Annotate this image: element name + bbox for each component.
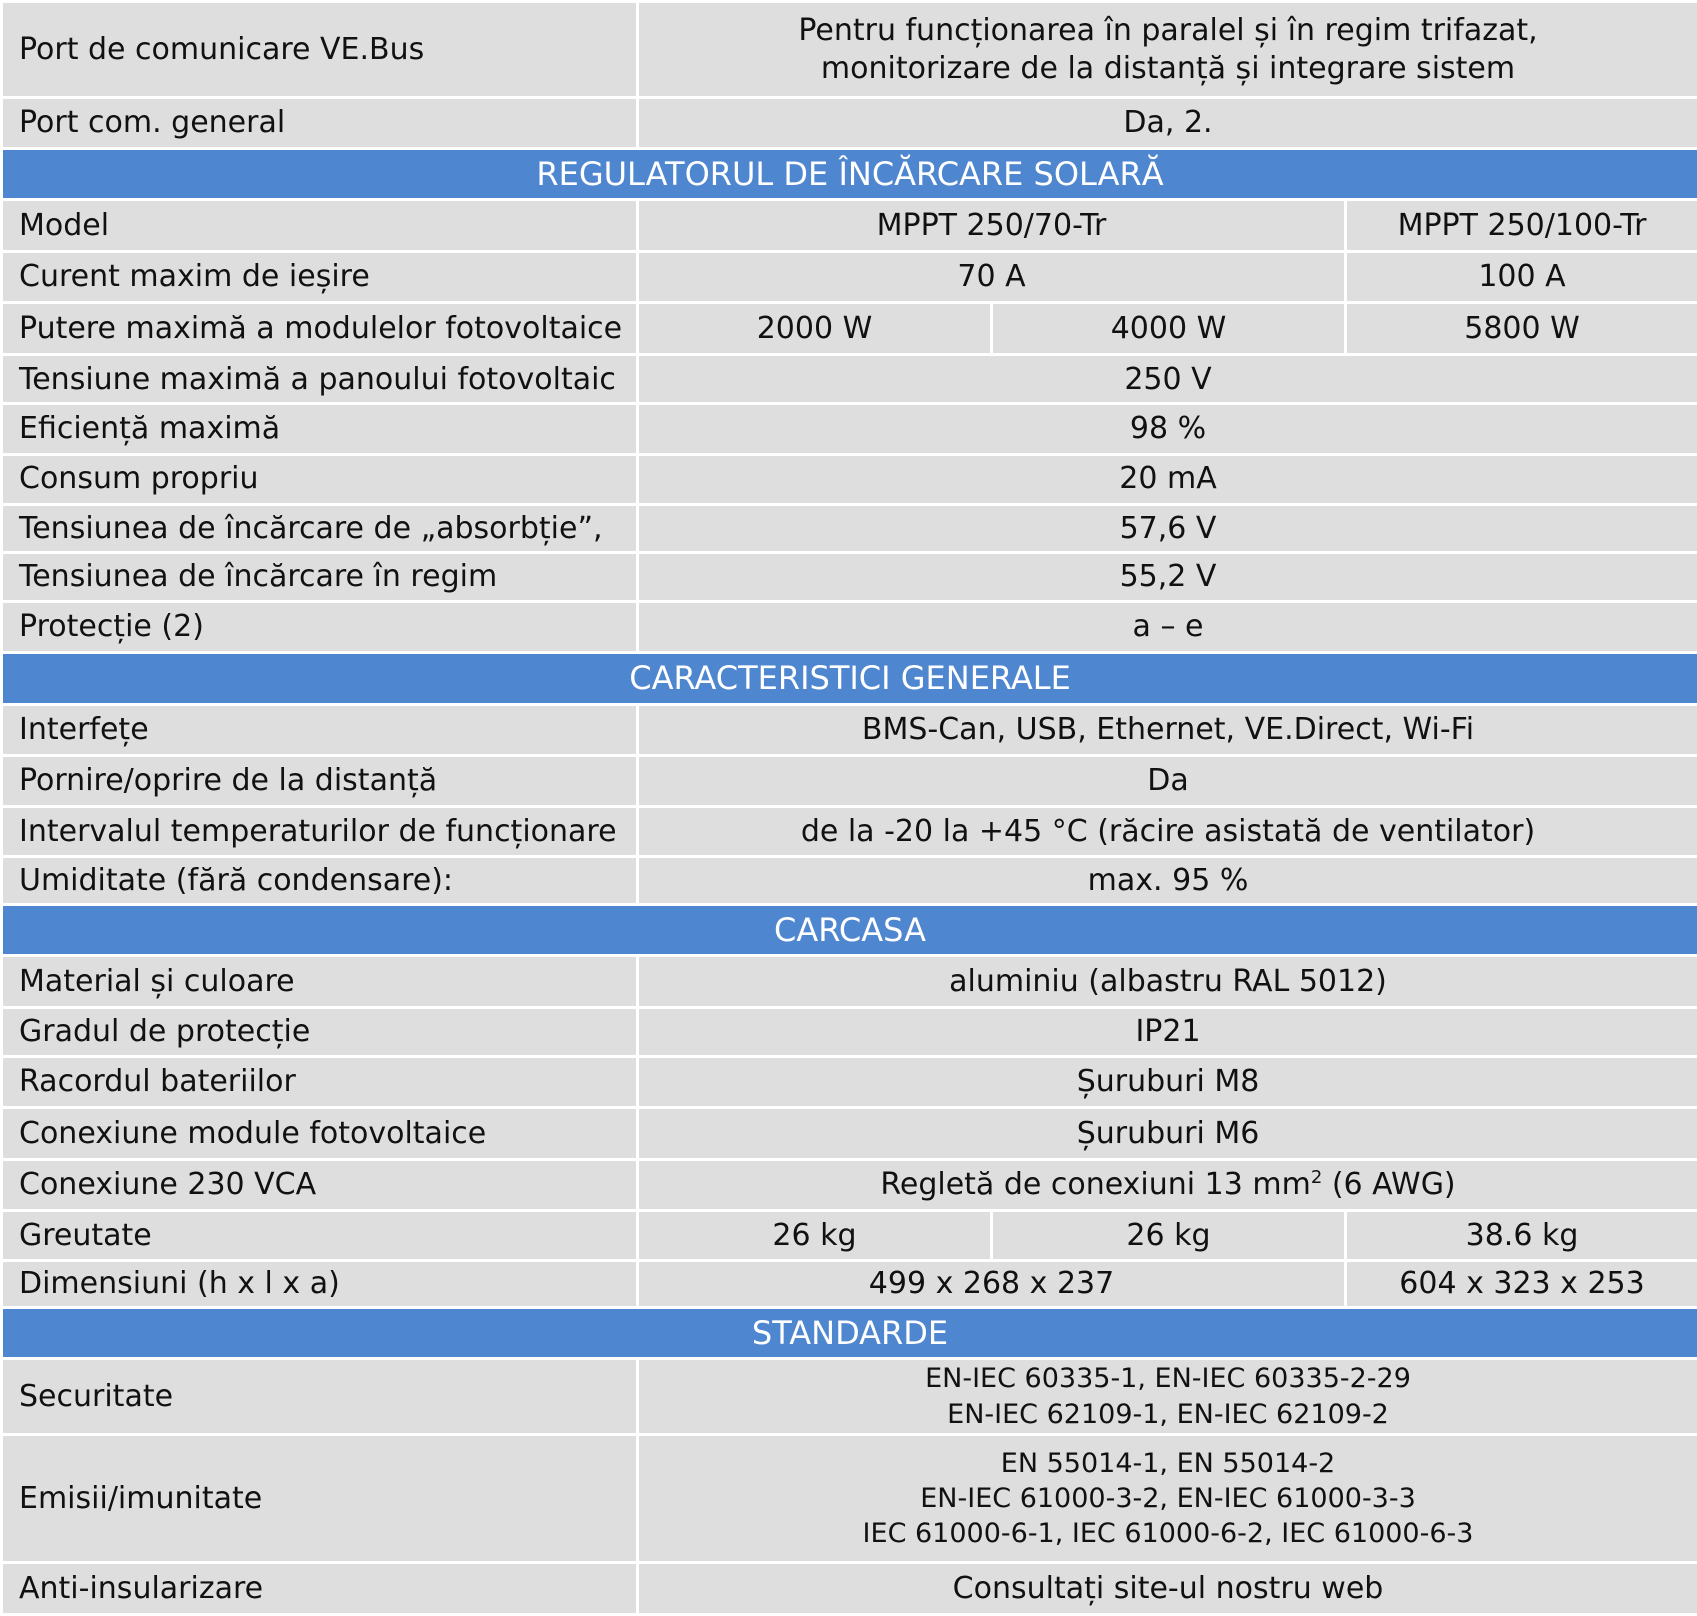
- weight-value-1: 26 kg: [638, 1211, 992, 1260]
- general-com-port-label: Port com. general: [2, 98, 638, 148]
- safety-value-line2: EN-IEC 62109-1, EN-IEC 62109-2: [947, 1398, 1389, 1430]
- emissions-immunity-label: Emisii/imunitate: [2, 1435, 638, 1562]
- model-label: Model: [2, 199, 638, 251]
- emissions-immunity-value: [638, 1435, 1697, 1562]
- general-com-port-value: Da, 2.: [638, 98, 1697, 148]
- row-emissions-immunity: [2, 1435, 1697, 1562]
- section-header-solar: REGULATORUL DE ÎNCĂRCARE SOLARĂ: [2, 148, 1697, 199]
- material-color-value: aluminiu (albastru RAL 5012): [638, 956, 1697, 1007]
- row-interfaces: [2, 704, 1697, 755]
- max-pv-voltage-label: Tensiune maximă a panoului fotovoltaic: [2, 355, 638, 404]
- max-pv-power-value-3: 5800 W: [1346, 303, 1697, 355]
- interfaces-value: BMS-Can, USB, Ethernet, VE.Direct, Wi-Fi: [638, 704, 1697, 755]
- dimensions-value-2: 604 x 323 x 253: [1346, 1260, 1697, 1307]
- section-header-general: CARACTERISTICI GENERALE: [2, 653, 1697, 704]
- row-weight: [2, 1211, 1697, 1260]
- model-value-1: MPPT 250/70-Tr: [638, 199, 1346, 251]
- weight-value-2: 26 kg: [992, 1211, 1346, 1260]
- section-standards: [2, 1307, 1697, 1358]
- row-max-output-current: [2, 251, 1697, 302]
- protection-category-value: IP21: [638, 1007, 1697, 1056]
- ac-connection-label: Conexiune 230 VCA: [2, 1160, 638, 1211]
- row-humidity: [2, 857, 1697, 905]
- row-anti-islanding: [2, 1562, 1697, 1614]
- row-self-consumption: [2, 454, 1697, 504]
- row-general-com-port: [2, 98, 1697, 148]
- protection-category-label: Gradul de protecție: [2, 1007, 638, 1056]
- ac-connection-value-superscript: 2: [1310, 1167, 1323, 1189]
- battery-connection-value: Șuruburi M8: [638, 1056, 1697, 1107]
- row-operating-temperature: [2, 806, 1697, 856]
- row-max-efficiency: [2, 404, 1697, 454]
- row-max-pv-voltage: [2, 355, 1697, 404]
- max-output-current-value-1: 70 A: [638, 251, 1346, 302]
- pv-connection-value: Șuruburi M6: [638, 1107, 1697, 1159]
- emissions-immunity-value-line3: IEC 61000-6-1, IEC 61000-6-2, IEC 61000-6-3: [862, 1517, 1474, 1549]
- vebus-port-label: Port de comunicare VE.Bus: [2, 2, 638, 98]
- row-material-color: [2, 956, 1697, 1007]
- operating-temperature-value: de la -20 la +45 °C (răcire asistată de ventilator): [638, 806, 1697, 856]
- ac-connection-value: [638, 1160, 1697, 1211]
- humidity-value: max. 95 %: [638, 857, 1697, 905]
- self-consumption-label: Consum propriu: [2, 454, 638, 504]
- row-pv-connection: [2, 1107, 1697, 1159]
- self-consumption-value: 20 mA: [638, 454, 1697, 504]
- ac-connection-value-text: Regletă de conexiuni 13 mm: [880, 1167, 1311, 1203]
- row-protection: [2, 602, 1697, 653]
- max-output-current-value-2: 100 A: [1346, 251, 1697, 302]
- absorption-voltage-value: 57,6 V: [638, 504, 1697, 552]
- vebus-port-value-line2: monitorizare de la distanță și integrare sistem: [820, 50, 1516, 86]
- max-pv-voltage-value: 250 V: [638, 355, 1697, 404]
- row-dimensions: [2, 1260, 1697, 1307]
- safety-value-line1: EN-IEC 60335-1, EN-IEC 60335-2-29: [925, 1363, 1411, 1395]
- material-color-label: Material și culoare: [2, 956, 638, 1007]
- max-pv-power-value-1: 2000 W: [638, 303, 992, 355]
- row-float-voltage: [2, 552, 1697, 601]
- safety-label: Securitate: [2, 1358, 638, 1434]
- row-protection-category: [2, 1007, 1697, 1056]
- dimensions-label: Dimensiuni (h x l x a): [2, 1260, 638, 1307]
- pv-connection-label: Conexiune module fotovoltaice: [2, 1107, 638, 1159]
- model-value-2: MPPT 250/100-Tr: [1346, 199, 1697, 251]
- weight-label: Greutate: [2, 1211, 638, 1260]
- row-battery-connection: [2, 1056, 1697, 1107]
- protection-value: a – e: [638, 602, 1697, 653]
- operating-temperature-label: Intervalul temperaturilor de funcționare: [2, 806, 638, 856]
- emissions-immunity-value-line2: EN-IEC 61000-3-2, EN-IEC 61000-3-3: [920, 1482, 1416, 1514]
- row-safety: [2, 1358, 1697, 1434]
- float-voltage-value: 55,2 V: [638, 552, 1697, 601]
- interfaces-label: Interfețe: [2, 704, 638, 755]
- remote-on-off-value: Da: [638, 755, 1697, 806]
- anti-islanding-label: Anti-insularizare: [2, 1562, 638, 1614]
- row-max-pv-power: [2, 303, 1697, 355]
- max-efficiency-label: Eficiență maximă: [2, 404, 638, 454]
- battery-connection-label: Racordul bateriilor: [2, 1056, 638, 1107]
- ac-connection-value-awg: (6 AWG): [1322, 1167, 1456, 1203]
- protection-label: Protecție (2): [2, 602, 638, 653]
- max-efficiency-value: 98 %: [638, 404, 1697, 454]
- remote-on-off-label: Pornire/oprire de la distanță: [2, 755, 638, 806]
- humidity-label: Umiditate (fără condensare):: [2, 857, 638, 905]
- absorption-voltage-label: Tensiunea de încărcare de „absorbție”,: [2, 504, 638, 552]
- section-general: [2, 653, 1697, 704]
- max-pv-power-value-2: 4000 W: [992, 303, 1346, 355]
- section-header-standards: STANDARDE: [2, 1307, 1697, 1358]
- row-ac-connection: [2, 1160, 1697, 1211]
- row-vebus-port: [2, 2, 1697, 98]
- emissions-immunity-value-line1: EN 55014-1, EN 55014-2: [1000, 1447, 1336, 1479]
- vebus-port-value-line1: Pentru funcționarea în paralel și în regim trifazat,: [798, 13, 1538, 49]
- row-model: [2, 199, 1697, 251]
- max-pv-power-label: Putere maximă a modulelor fotovoltaice: [2, 303, 638, 355]
- float-voltage-label: Tensiunea de încărcare în regim: [2, 552, 638, 601]
- row-absorption-voltage: [2, 504, 1697, 552]
- section-solar-charger: [2, 148, 1697, 199]
- safety-value: [638, 1358, 1697, 1434]
- section-header-enclosure: CARCASA: [2, 905, 1697, 956]
- vebus-port-value: [638, 2, 1697, 98]
- row-remote-on-off: [2, 755, 1697, 806]
- dimensions-value-1: 499 x 268 x 237: [638, 1260, 1346, 1307]
- max-output-current-label: Curent maxim de ieșire: [2, 251, 638, 302]
- section-enclosure: [2, 905, 1697, 956]
- weight-value-3: 38.6 kg: [1346, 1211, 1697, 1260]
- anti-islanding-value: Consultați site-ul nostru web: [638, 1562, 1697, 1614]
